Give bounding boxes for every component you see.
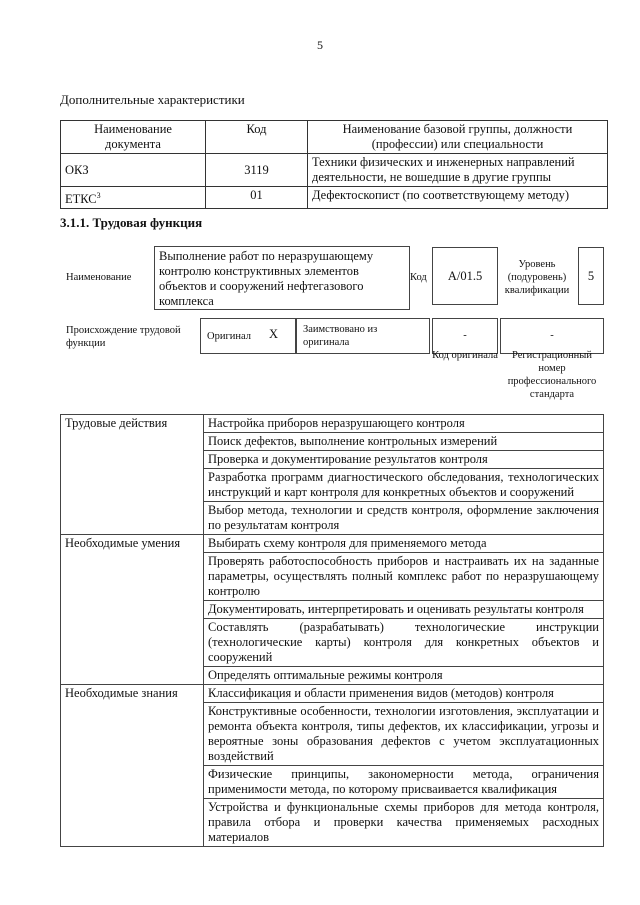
table-header-row bbox=[61, 121, 608, 154]
activity-item: Настройка приборов неразрушающего контроля bbox=[204, 415, 604, 433]
activities-table bbox=[60, 414, 604, 847]
activity-item: Разработка программ диагностического обследования, технологических инструкций и карт контроля для конкретных объектов и сооружений bbox=[204, 469, 604, 502]
table-row bbox=[61, 154, 608, 187]
header-group-name: Наименование базовой группы, должности (профессии) или специальности bbox=[308, 121, 608, 154]
row-name: Техники физических и инженерных направлений деятельности, не вошедшие в другие группы bbox=[308, 154, 608, 187]
row-code: 01 bbox=[206, 187, 308, 209]
qualification-level-value: 5 bbox=[578, 247, 604, 305]
borrowed-label: Заимствовано из оригинала bbox=[303, 324, 378, 348]
function-name-box: Выполнение работ по неразрушающему контролю конструктивных элементов объектов и сооружений нефтегазового комплекса bbox=[154, 246, 410, 310]
activity-item: Выбор метода, технологии и средств контроля, оформление заключения по результатам контроля bbox=[204, 502, 604, 535]
row-doc-text: ЕТКС bbox=[65, 192, 97, 207]
borrowed-box bbox=[296, 318, 430, 354]
table-row bbox=[61, 535, 604, 553]
header-code: Код bbox=[206, 121, 308, 154]
header-document: Наименование документа bbox=[61, 121, 206, 154]
activity-item: Проверка и документирование результатов контроля bbox=[204, 451, 604, 469]
additional-characteristics-title: Дополнительные характеристики bbox=[60, 92, 245, 107]
original-code-caption: Код оригинала bbox=[432, 350, 498, 361]
page-number: 5 bbox=[317, 38, 323, 52]
original-mark: Х bbox=[269, 327, 279, 341]
activity-item: Документировать, интерпретировать и оценивать результаты контроля bbox=[204, 601, 604, 619]
registration-number-box: - bbox=[500, 318, 604, 354]
activity-item: Физические принципы, закономерности метода, ограничения применимости метода, по которому присваивается квалификация bbox=[204, 766, 604, 799]
registration-number-caption: Регистрационный номер профессионального стандарта bbox=[507, 350, 597, 400]
activity-item: Конструктивные особенности, технологии изготовления, эксплуатации и ремонта объекта контроля, типы дефектов, их классификации, угрозы и вероятные зоны образования дефектов с учетом эксплуатационных воздействий bbox=[204, 703, 604, 766]
name-label: Наименование bbox=[66, 272, 132, 283]
table-row bbox=[61, 685, 604, 703]
footnote-ref: 3 bbox=[96, 191, 101, 200]
function-code-box: А/01.5 bbox=[432, 247, 498, 305]
activity-item: Устройства и функциональные схемы приборов для метода контроля, правила отбора и проверки качества применяемых расходных материалов bbox=[204, 799, 604, 847]
activity-category: Необходимые знания bbox=[61, 685, 204, 847]
activity-category: Трудовые действия bbox=[61, 415, 204, 535]
table-row bbox=[61, 415, 604, 433]
table-row bbox=[61, 187, 608, 209]
row-doc: ОКЗ bbox=[61, 154, 206, 187]
origin-label: Происхождение трудовой функции bbox=[66, 325, 181, 349]
original-code-box: - bbox=[432, 318, 498, 354]
activity-item: Составлять (разрабатывать) технологические инструкции (технологические карты) контроля для конкретных объектов и сооружений bbox=[204, 619, 604, 667]
activity-item: Выбирать схему контроля для применяемого метода bbox=[204, 535, 604, 553]
qualification-level-label: Уровень (подуровень) квалификации bbox=[504, 259, 570, 296]
row-name: Дефектоскопист (по соответствующему методу) bbox=[308, 187, 608, 209]
row-doc bbox=[61, 187, 206, 209]
original-box bbox=[200, 318, 296, 354]
activity-category: Необходимые умения bbox=[61, 535, 204, 685]
activity-item: Проверять работоспособность приборов и настраивать их на заданные параметры, осуществлять полный комплекс работ по неразрушающему контролю bbox=[204, 553, 604, 601]
additional-characteristics-table bbox=[60, 120, 608, 209]
original-label: Оригинал bbox=[207, 331, 251, 342]
code-label: Код bbox=[410, 272, 427, 283]
row-code: 3119 bbox=[206, 154, 308, 187]
function-heading: 3.1.1. Трудовая функция bbox=[60, 215, 203, 230]
activity-item: Определять оптимальные режимы контроля bbox=[204, 667, 604, 685]
activity-item: Классификация и области применения видов (методов) контроля bbox=[204, 685, 604, 703]
activity-item: Поиск дефектов, выполнение контрольных измерений bbox=[204, 433, 604, 451]
